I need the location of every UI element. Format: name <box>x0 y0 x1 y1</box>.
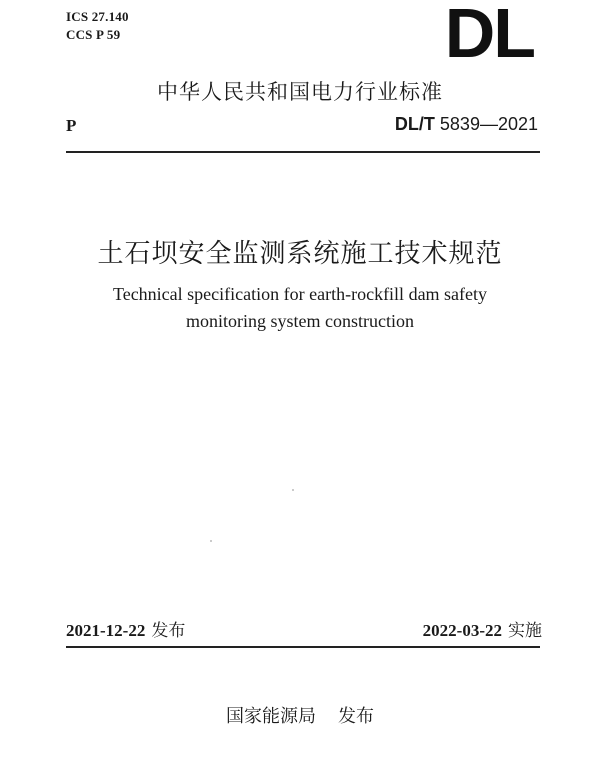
implement-label: 实施 <box>508 621 542 641</box>
issue-date: 2021-12-22 <box>66 621 146 640</box>
issue-date-block <box>66 616 185 641</box>
standard-prefix: DL/T <box>394 114 435 134</box>
issuer-label: 发布 <box>338 706 374 727</box>
issuer-name: 国家能源局 <box>226 706 316 727</box>
issue-label: 发布 <box>151 621 186 641</box>
standard-number <box>395 114 538 135</box>
document-title-en-line1: Technical specification for earth-rockfill dam safety <box>112 284 488 304</box>
document-title-cn: 土石坝安全监测系统施工技术规范 <box>97 239 503 269</box>
implement-date-block <box>423 616 542 641</box>
ccs-code: CCS P 59 <box>66 27 121 42</box>
standard-number-value: 5839—2021 <box>439 114 538 134</box>
dl-logo: DL <box>444 0 534 72</box>
document-title-en-line2: monitoring system construction <box>186 311 414 331</box>
scan-speck <box>292 489 294 491</box>
category-letter: P <box>66 116 77 135</box>
issuer-block <box>0 702 600 728</box>
top-divider <box>66 151 540 153</box>
implement-date: 2022-03-22 <box>422 621 502 640</box>
bottom-divider <box>66 646 540 648</box>
scan-speck <box>210 540 212 542</box>
ics-code: ICS 27.140 <box>66 9 129 24</box>
standard-category-title: 中华人民共和国电力行业标准 <box>157 80 443 104</box>
